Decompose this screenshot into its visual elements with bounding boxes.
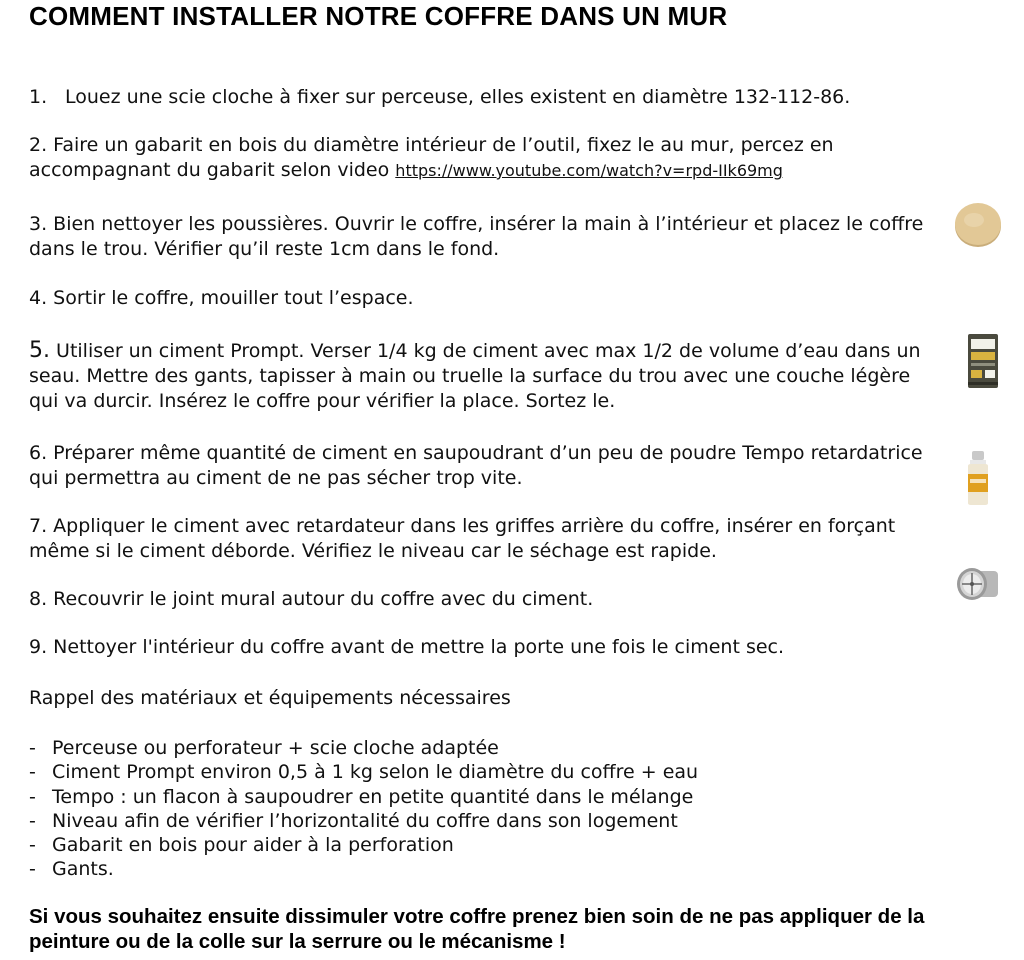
bullet-dash: - (29, 737, 36, 759)
list-item (29, 833, 698, 857)
list-item-text: Tempo : un flacon à saupoudrer en petite quantité dans le mélange (52, 785, 694, 808)
list-item (29, 736, 698, 760)
step-5-text: Utiliser un ciment Prompt. Verser 1/4 kg de ciment avec max 1/2 de volume d’eau dans un seau. Mettre des gants, tapisser à main ou truelle la surface du trou avec une couche légère qui va durcir. Insérez le coffre pour vérifier la place. Sortez le. (29, 340, 921, 412)
list-item (29, 760, 698, 784)
page-title: COMMENT INSTALLER NOTRE COFFRE DANS UN MUR (29, 1, 728, 31)
step-5 (29, 338, 934, 414)
bullet-dash: - (29, 809, 36, 832)
bullet-dash: - (29, 785, 36, 808)
list-item (29, 857, 698, 881)
step-2 (29, 133, 934, 183)
warning-note: Si vous souhaitez ensuite dissimuler votre coffre prenez bien soin de ne pas appliquer de la peinture ou de la colle sur la serrure ou le mécanisme ! (29, 905, 925, 953)
materials-heading: Rappel des matériaux et équipements nécessaires (29, 687, 511, 709)
step-1-number: 1. (29, 86, 48, 108)
materials-list (29, 736, 698, 882)
step-5-number: 5. (29, 338, 50, 363)
list-item (29, 809, 698, 833)
list-item (29, 785, 698, 809)
step-7: 7. Appliquer le ciment avec retardateur dans les griffes arrière du coffre, insérer en forçant même si le ciment déborde. Vérifiez le niveau car le séchage est rapide. (29, 515, 896, 562)
step-1 (29, 85, 934, 110)
list-item-text: Gants. (52, 858, 114, 881)
youtube-video-link[interactable]: https://www.youtube.com/watch?v=rpd-IIk69mg (395, 161, 783, 180)
bullet-dash: - (29, 761, 36, 784)
hole-saw-icon (954, 564, 1000, 604)
step-2-text: 2. Faire un gabarit en bois du diamètre intérieur de l’outil, fixez le au mur, percez en accompagnant du gabarit selon video (29, 134, 834, 181)
step-8: 8. Recouvrir le joint mural autour du coffre avec du ciment. (29, 588, 594, 610)
bullet-dash: - (29, 858, 36, 881)
step-9: 9. Nettoyer l'intérieur du coffre avant de mettre la porte une fois le ciment sec. (29, 636, 785, 658)
list-item-text: Ciment Prompt environ 0,5 à 1 kg selon le diamètre du coffre + eau (52, 761, 699, 784)
list-item-text: Gabarit en bois pour aider à la perforation (52, 834, 454, 857)
tempo-bottle-icon (965, 450, 991, 506)
step-6: 6. Préparer même quantité de ciment en saupoudrant d’un peu de poudre Tempo retardatrice qui permettra au ciment de ne pas sécher trop vite. (29, 442, 923, 489)
bullet-dash: - (29, 834, 36, 857)
cement-bag-icon (966, 333, 1000, 389)
step-1-text: Louez une scie cloche à fixer sur perceuse, elles existent en diamètre 132-112-86. (65, 86, 851, 108)
wood-template-icon (954, 202, 1002, 248)
step-3: 3. Bien nettoyer les poussières. Ouvrir le coffre, insérer la main à l’intérieur et placez le coffre dans le trou. Vérifier qu’il reste 1cm dans le fond. (29, 213, 924, 260)
step-4: 4. Sortir le coffre, mouiller tout l’espace. (29, 287, 414, 309)
list-item-text: Niveau afin de vérifier l’horizontalité du coffre dans son logement (52, 809, 678, 832)
list-item-text: Perceuse ou perforateur + scie cloche adaptée (52, 737, 499, 759)
